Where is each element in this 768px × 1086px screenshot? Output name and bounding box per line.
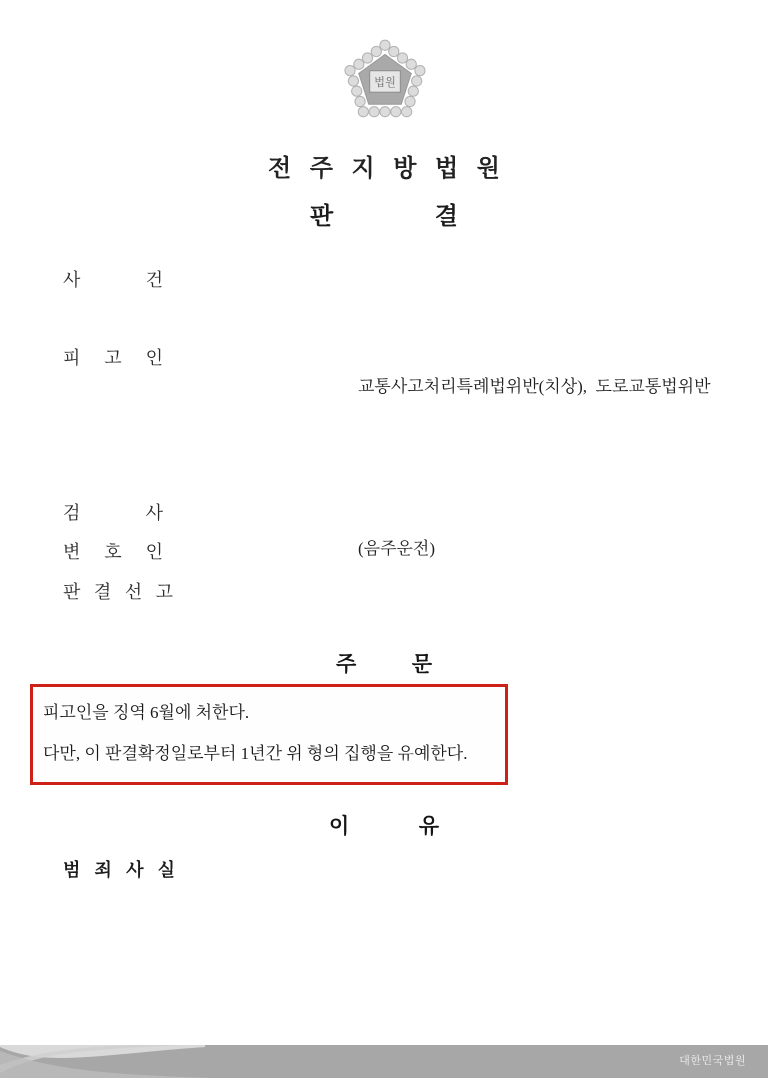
counsel-label: 변 호 인 xyxy=(63,542,163,562)
field-row-sentencing xyxy=(63,578,173,604)
prosecutor-label: 검 사 xyxy=(63,503,163,523)
order-heading-row xyxy=(0,648,768,678)
field-row-prosecutor xyxy=(63,499,163,525)
sentence-line-2: 다만, 이 판결확정일로부터 1년간 위 형의 집행을 유예한다. xyxy=(43,744,468,763)
defendant-label: 피 고 인 xyxy=(63,348,163,368)
crime-facts-heading: 범 죄 사 실 xyxy=(63,860,175,880)
field-row-case xyxy=(63,266,163,292)
case-value xyxy=(358,252,738,684)
court-seal-icon xyxy=(330,36,440,130)
korea-courts-label: 대한민국법원 xyxy=(679,1055,746,1067)
reason-heading-row xyxy=(0,810,768,840)
footer-swoosh-icon xyxy=(0,1045,210,1078)
court-name-row xyxy=(0,148,768,183)
case-value-line1: 교통사고처리특례법위반(치상), 도로교통법위반 xyxy=(358,377,711,396)
reason-heading: 이 유 xyxy=(329,814,439,838)
doc-type-row xyxy=(0,196,768,231)
case-label: 사 건 xyxy=(63,270,163,290)
case-value-line2: (음주운전) xyxy=(358,539,436,558)
order-heading: 주 문 xyxy=(336,652,432,676)
sentence-line-1: 피고인을 징역 6월에 처한다. xyxy=(43,703,250,722)
footer-bar xyxy=(0,1045,768,1078)
doc-type-title: 판 결 xyxy=(310,204,458,230)
field-row-defendant xyxy=(63,344,163,370)
sentence-highlight-box xyxy=(30,684,508,785)
field-row-counsel xyxy=(63,538,163,564)
seal-center-text: 법원 xyxy=(374,77,396,90)
sentencing-label: 판 결 선 고 xyxy=(63,582,173,602)
court-name-title: 전 주 지 방 법 원 xyxy=(268,156,500,182)
